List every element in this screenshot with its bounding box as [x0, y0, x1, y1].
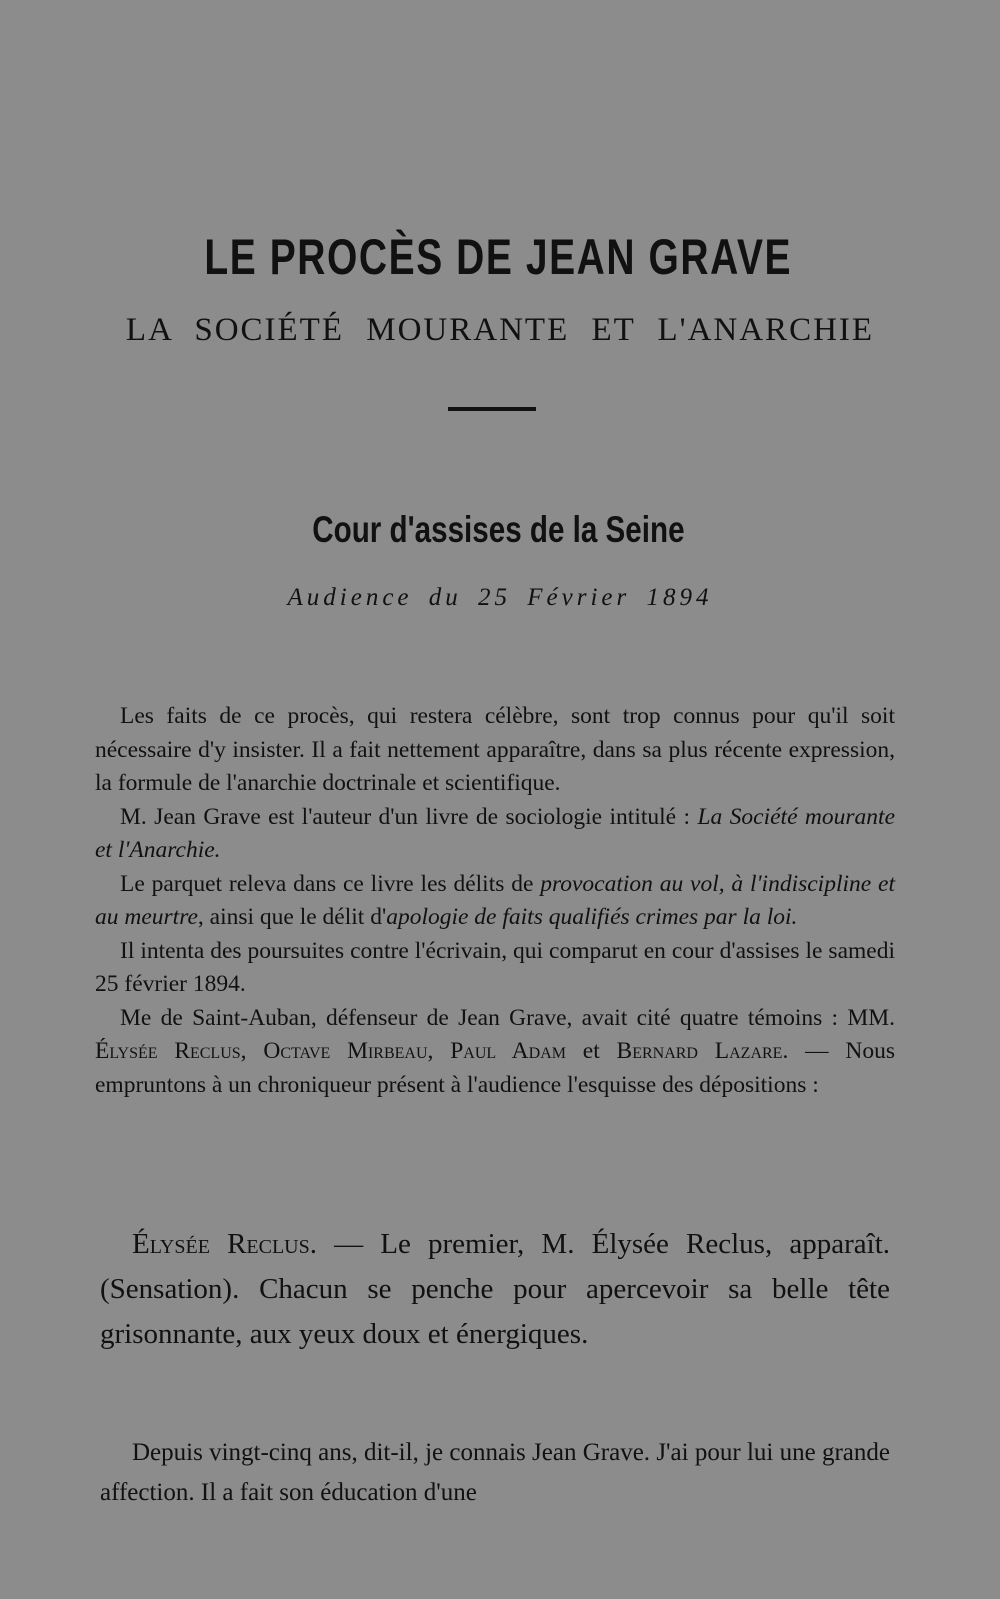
- section-heading: Cour d'assises de la Seine: [312, 509, 685, 550]
- testimony-paragraph: Depuis vingt-cinq ans, dit-il, je connais Jean Grave. J'ai pour lui une grande affection. Il a fait son éducation d'une: [100, 1439, 890, 1506]
- separator-1: ,: [240, 1038, 264, 1064]
- paragraph-5-text-a: Me de Saint-Auban, défenseur de Jean Grave, avait cité quatre témoins : MM.: [120, 1004, 895, 1031]
- paragraph-2: [95, 801, 895, 868]
- paragraph-3: [95, 868, 895, 935]
- reclus-text: . — Le premier, M. Élysée Reclus, apparaît. (Sensation). Chacun se penche pour apercevoir sa belle tête grisonnante, aux yeux doux et énergiques.: [100, 1228, 890, 1350]
- reclus-paragraph: [100, 1222, 890, 1357]
- offence-1: provocation au vol, à l'indiscipline et au meurtre: [95, 870, 895, 930]
- witness-4: Bernard Lazare: [616, 1038, 783, 1064]
- separator-3: et: [565, 1038, 617, 1064]
- offence-2: apologie de faits qualifiés crimes par la loi.: [386, 904, 798, 930]
- paragraph-3-text-a: Le parquet releva dans ce livre les délits de: [120, 870, 541, 897]
- reclus-name: Élysée Reclus: [132, 1228, 310, 1260]
- witness-3: Paul Adam: [450, 1038, 566, 1064]
- paragraph-2-text: M. Jean Grave est l'auteur d'un livre de sociologie intitulé :: [120, 803, 698, 830]
- page-title: LE PROCÈS DE JEAN GRAVE: [204, 229, 793, 285]
- witness-2: Octave Mirbeau: [263, 1038, 428, 1064]
- witness-1: Élysée Reclus: [95, 1038, 241, 1064]
- page-subtitle: LA SOCIÉTÉ MOURANTE ET L'ANARCHIE: [125, 312, 875, 348]
- intro-text: [95, 700, 895, 1102]
- paragraph-4: Il intenta des poursuites contre l'écrivain, qui comparut en cour d'assises le samedi 25 février 1894.: [95, 937, 895, 997]
- separator-2: ,: [427, 1038, 451, 1064]
- paragraph-3-text-b: , ainsi que le délit d': [197, 904, 387, 930]
- title-divider: [448, 407, 536, 411]
- hearing-date: Audience du 25 Février 1894: [287, 584, 713, 611]
- paragraph-5-text-b: . — Nous empruntons à un chroniqueur présent à l'audience l'esquisse des dépositions :: [95, 1038, 896, 1098]
- paragraph-5: [95, 1002, 895, 1103]
- paragraph-1: Les faits de ce procès, qui restera célèbre, sont trop connus pour qu'il soit nécessaire d'y insister. Il a fait nettement apparaître, dans sa plus récente expression, la formule de l'anarchie doctrinale et scientifique.: [95, 703, 895, 796]
- book-title: La Société mourante et l'Anarchie.: [95, 803, 895, 863]
